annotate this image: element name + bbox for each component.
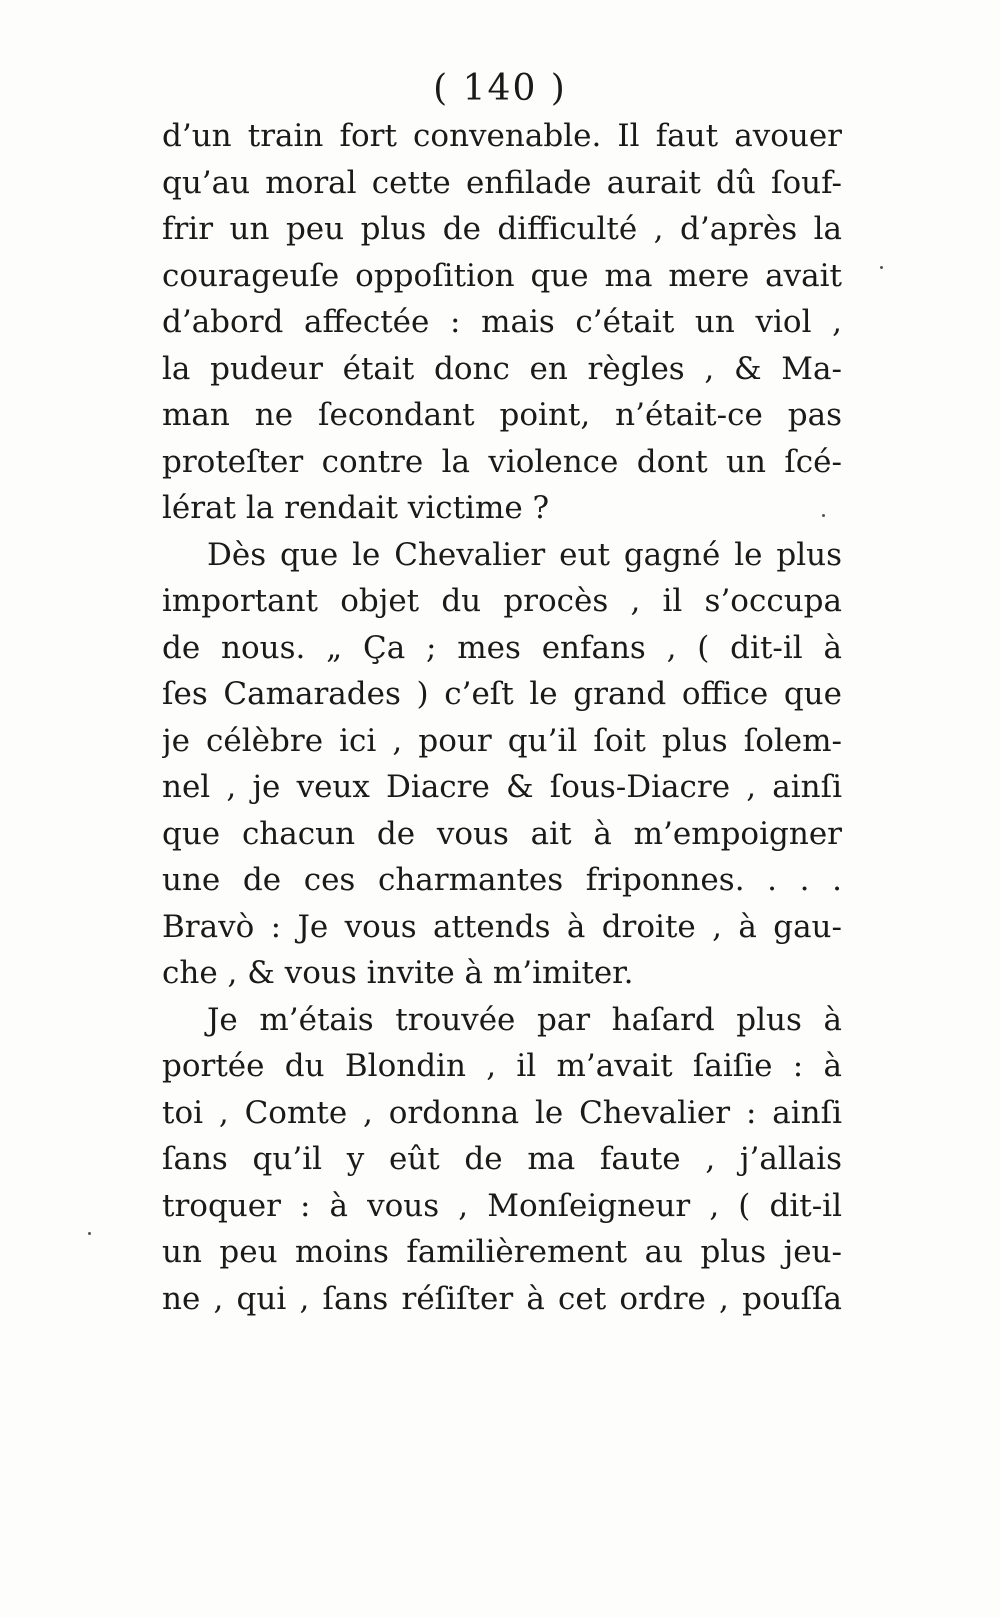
text-line: de nous. „ Ça ; mes enfans , ( dit-il à (162, 629, 842, 666)
text-line: ſes Camarades ) c’eſt le grand office que (162, 676, 842, 712)
text-line: courageuſe oppoſition que ma mere avait (162, 257, 842, 294)
text-line: je célèbre ici , pour qu’il ſoit plus ſolem- (162, 722, 842, 759)
text-line: important objet du procès , il s’occupa (162, 583, 842, 619)
text-line: Bravò : Je vous attends à droite , à gau- (162, 908, 842, 945)
page-number: ( 140 ) (433, 68, 567, 109)
paragraph-first-line: Je m’étais trouvée par haſard plus à (207, 1001, 842, 1038)
text-line: frir un peu plus de difficulté , d’après la (162, 211, 842, 247)
text-line: un peu moins familièrement au plus jeu- (162, 1234, 842, 1270)
text-line: portée du Blondin , il m’avait ſaiſie : à (162, 1048, 842, 1084)
paper-speck (88, 1232, 91, 1235)
text-line: man ne ſecondant point, n’était-ce pas (162, 397, 842, 433)
text-line: la pudeur était donc en règles , & Ma- (162, 350, 842, 387)
text-line: d’abord affectée : mais c’était un viol , (162, 304, 842, 340)
paper-speck (822, 514, 825, 517)
text-line: lérat la rendait victime ? (162, 490, 550, 526)
text-line: ſans qu’il y eût de ma faute , j’allais (162, 1141, 842, 1177)
text-line: nel , je veux Diacre & ſous-Diacre , ainſi (162, 769, 842, 805)
text-line: une de ces charmantes friponnes. . . . (162, 862, 842, 898)
text-line: ne , qui , ſans réſiſter à cet ordre , pouſſa (162, 1280, 842, 1317)
text-line: d’un train fort convenable. Il faut avouer (162, 118, 842, 154)
text-line: troquer : à vous , Monſeigneur , ( dit-il (162, 1187, 842, 1224)
text-line: che , & vous invite à m’imiter. (162, 955, 634, 991)
body-text (162, 113, 842, 1322)
text-line: que chacun de vous ait à m’empoigner (162, 815, 842, 852)
text-line: toi , Comte , ordonna le Chevalier : ainſi (162, 1094, 842, 1131)
text-line: proteſter contre la violence dont un ſcé- (162, 443, 842, 480)
text-line: qu’au moral cette enfilade aurait dû ſouf- (162, 164, 842, 201)
paper-speck (880, 266, 883, 269)
paragraph-first-line: Dès que le Chevalier eut gagné le plus (207, 536, 842, 573)
